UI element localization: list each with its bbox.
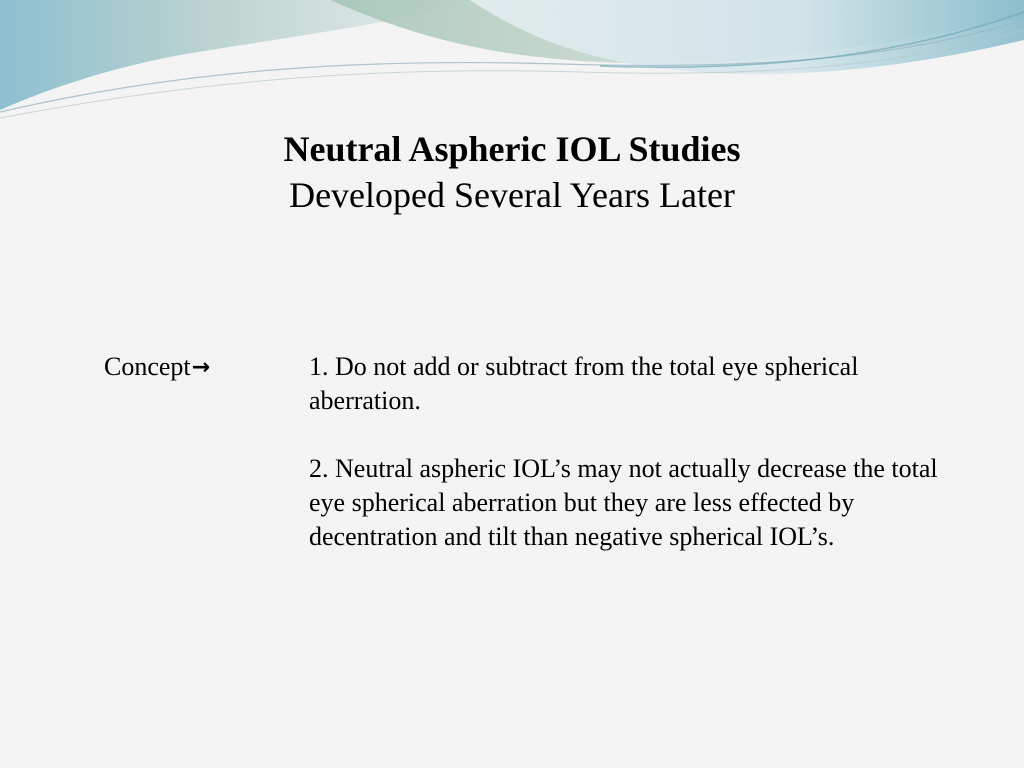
concept-label-text: Concept xyxy=(104,352,191,381)
concept-points xyxy=(309,350,949,588)
decorative-wave-header xyxy=(0,0,1024,130)
arrow-right-icon: → xyxy=(191,355,211,380)
title-block xyxy=(0,126,1024,218)
point-1: 1. Do not add or subtract from the total eye spherical aberration. xyxy=(309,352,859,415)
slide-subtitle: Developed Several Years Later xyxy=(289,175,735,215)
point-2: 2. Neutral aspheric IOL’s may not actually decrease the total eye spherical aberration but they are less effected by decentration and tilt than negative spherical IOL’s. xyxy=(309,454,938,551)
concept-label xyxy=(104,350,210,385)
slide-title: Neutral Aspheric IOL Studies xyxy=(283,129,741,169)
